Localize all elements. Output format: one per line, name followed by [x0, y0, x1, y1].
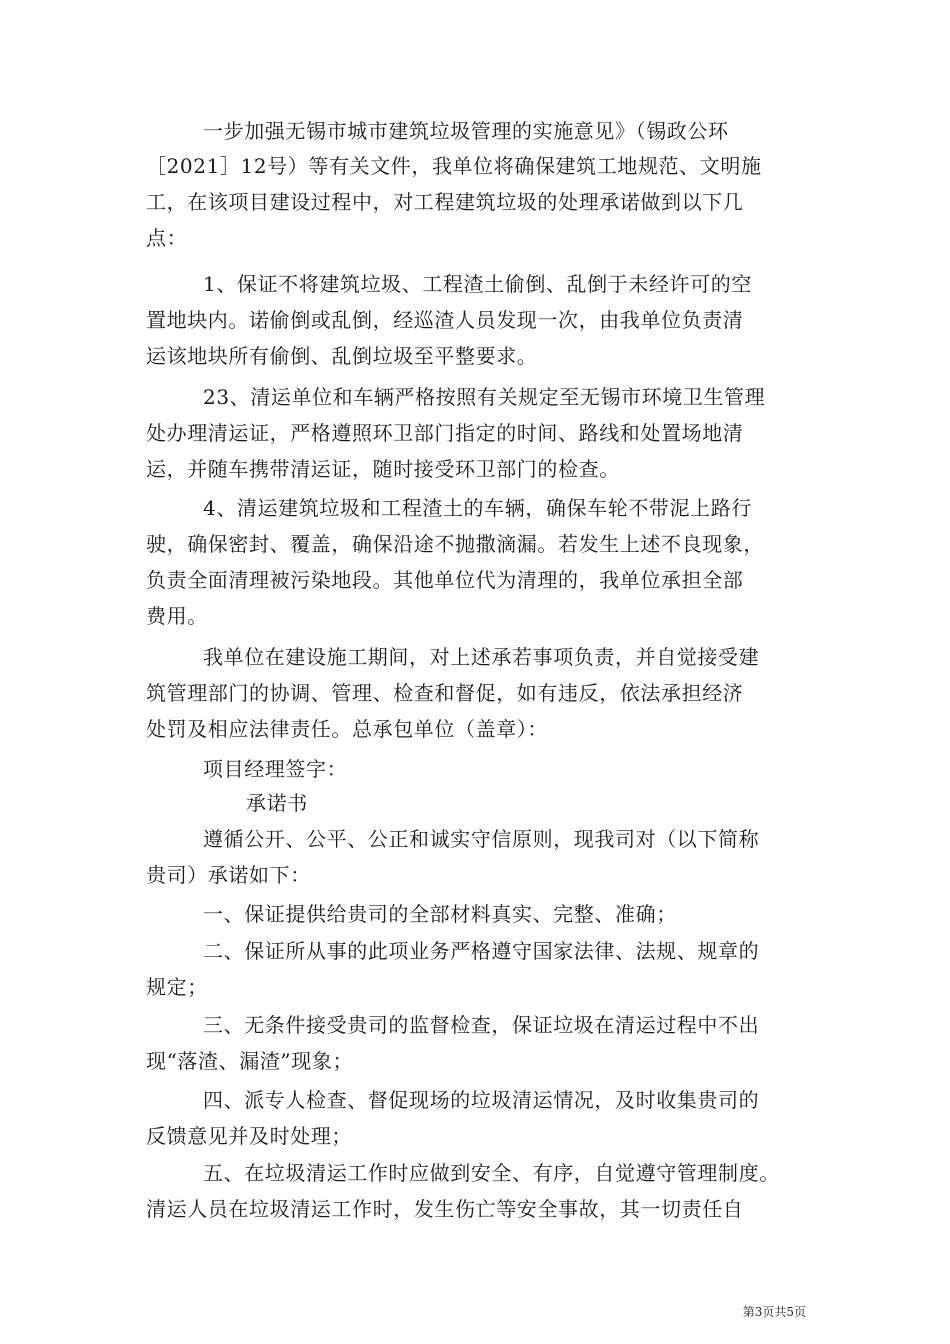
text-line: 费用。: [146, 604, 208, 628]
text-line: 1、保证不将建筑垃圾、工程渣土偷倒、乱倒于未经许可的空: [203, 272, 752, 296]
text-line: 五、在垃圾清运工作时应做到安全、有序，自觉遵守管理制度。: [203, 1161, 780, 1185]
page-number: 第3页共5页: [742, 1305, 806, 1319]
text-line: 二、保证所从事的此项业务严格遵守国家法律、法规、规章的: [203, 939, 760, 963]
text-line: 一、保证提供给贵司的全部材料真实、完整、准确；: [203, 902, 677, 926]
text-line: 处罚及相应法律责任。总承包单位（盖章）：: [146, 717, 548, 741]
text-line: 负责全面清理被污染地段。其他单位代为清理的，我单位承担全部: [146, 568, 744, 592]
text-line: 处办理清运证，严格遵照环卫部门指定的时间、路线和处置场地清: [146, 421, 744, 445]
text-line: 运，并随车携带清运证，随时接受环卫部门的检查。: [146, 457, 620, 481]
text-line: 我单位在建设施工期间，对上述承若事项负责，并自觉接受建: [203, 645, 760, 669]
text-line: 筑管理部门的协调、管理、检查和督促，如有违反，依法承担经济: [146, 681, 744, 705]
document-heading: 承诺书: [246, 791, 308, 815]
text-line: 反馈意见并及时处理；: [146, 1124, 352, 1148]
text-line: 贵司）承诺如下：: [146, 863, 311, 887]
text-line: 工，在该项目建设过程中，对工程建筑垃圾的处理承诺做到以下几: [146, 190, 744, 214]
text-line: 置地块内。诺偷倒或乱倒，经巡渣人员发现一次，由我单位负责清: [146, 308, 744, 332]
text-line: 规定；: [146, 975, 208, 999]
text-line: 点：: [146, 226, 188, 250]
text-line: 一步加强无锡市城市建筑垃圾管理的实施意见》（锡政公环: [203, 119, 729, 143]
text-line: 四、派专人检查、督促现场的垃圾清运情况，及时收集贵司的: [203, 1088, 760, 1112]
text-line: 4、清运建筑垃圾和工程渣土的车辆，确保车轮不带泥上路行: [203, 496, 752, 520]
text-line: ［2021］12号）等有关文件，我单位将确保建筑工地规范、文明施: [146, 154, 762, 178]
text-line: 遵循公开、公平、公正和诚实守信原则，现我司对（以下简称: [203, 827, 760, 851]
text-line: 三、无条件接受贵司的监督检查，保证垃圾在清运过程中不出: [203, 1013, 760, 1037]
text-line: 23、清运单位和车辆严格按照有关规定至无锡市环境卫生管理: [203, 385, 766, 409]
text-line: 清运人员在垃圾清运工作时，发生伤亡等安全事故，其一切责任自: [146, 1197, 744, 1221]
text-line: 项目经理签字：: [203, 757, 348, 781]
text-line: 运该地块所有偷倒、乱倒垃圾至平整要求。: [146, 344, 538, 368]
text-line: 驶，确保密封、覆盖，确保沿途不抛撒滴漏。若发生上述不良现象，: [146, 532, 764, 556]
text-line: 现“落渣、漏渣”现象；: [146, 1049, 354, 1073]
